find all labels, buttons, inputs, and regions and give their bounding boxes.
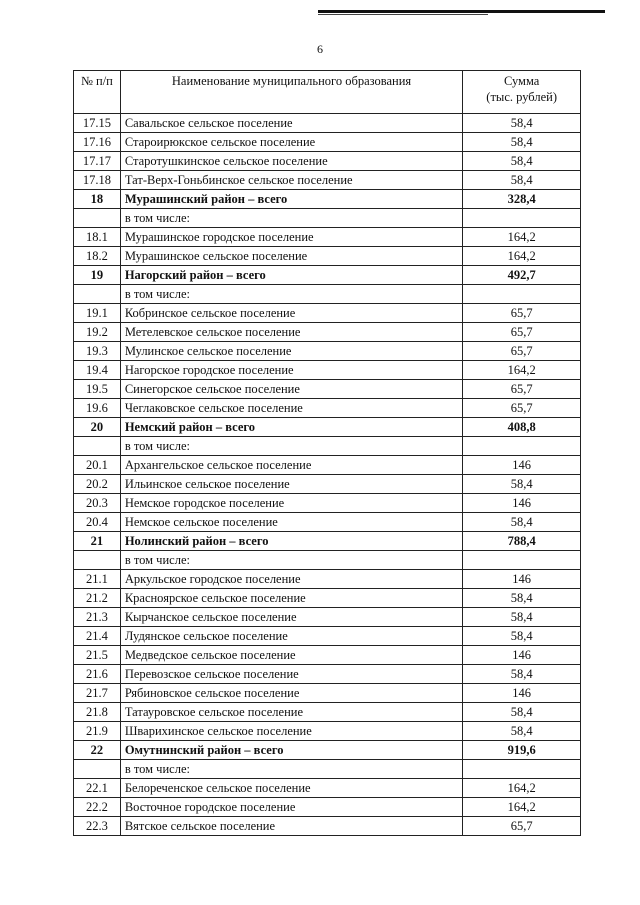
table-row [74, 133, 581, 152]
page-number: 6 [317, 42, 323, 56]
table-row [74, 494, 581, 513]
cell-num: 19.1 [74, 304, 121, 323]
cell-name: Мурашинское сельское поселение [120, 247, 462, 266]
cell-name: в том числе: [120, 551, 462, 570]
cell-sum: 58,4 [463, 627, 581, 646]
cell-num [74, 285, 121, 304]
cell-sum: 58,4 [463, 589, 581, 608]
cell-name: в том числе: [120, 209, 462, 228]
cell-name: Белореченское сельское поселение [120, 779, 462, 798]
cell-num: 21.9 [74, 722, 121, 741]
cell-num: 21.7 [74, 684, 121, 703]
cell-num: 20 [74, 418, 121, 437]
table-header-row [74, 71, 581, 114]
budget-table [73, 70, 581, 836]
table-row [74, 703, 581, 722]
table-row [74, 323, 581, 342]
cell-name: в том числе: [120, 285, 462, 304]
cell-sum: 919,6 [463, 741, 581, 760]
cell-name: Архангельское сельское поселение [120, 456, 462, 475]
cell-name: Восточное городское поселение [120, 798, 462, 817]
cell-sum [463, 437, 581, 456]
cell-num: 21.6 [74, 665, 121, 684]
cell-sum: 58,4 [463, 114, 581, 133]
cell-num [74, 209, 121, 228]
cell-name: Вятское сельское поселение [120, 817, 462, 836]
cell-num: 19.5 [74, 380, 121, 399]
table-row [74, 304, 581, 323]
cell-sum: 492,7 [463, 266, 581, 285]
cell-num: 20.1 [74, 456, 121, 475]
cell-name: Нагорское городское поселение [120, 361, 462, 380]
cell-name: Чеглаковское сельское поселение [120, 399, 462, 418]
table-row [74, 589, 581, 608]
cell-num: 22.3 [74, 817, 121, 836]
cell-name: Медведское сельское поселение [120, 646, 462, 665]
table-row [74, 266, 581, 285]
cell-sum: 65,7 [463, 817, 581, 836]
cell-sum: 164,2 [463, 361, 581, 380]
cell-sum: 65,7 [463, 380, 581, 399]
cell-sum: 58,4 [463, 475, 581, 494]
cell-sum: 164,2 [463, 228, 581, 247]
cell-name: Метелевское сельское поселение [120, 323, 462, 342]
cell-name: Красноярское сельское поселение [120, 589, 462, 608]
table-row [74, 209, 581, 228]
table-row [74, 171, 581, 190]
table-row [74, 228, 581, 247]
header-sum-line1: Сумма [503, 74, 540, 88]
cell-name: в том числе: [120, 760, 462, 779]
cell-name: Немский район – всего [120, 418, 462, 437]
cell-num: 19 [74, 266, 121, 285]
cell-name: Лудянское сельское поселение [120, 627, 462, 646]
cell-name: Немское сельское поселение [120, 513, 462, 532]
cell-name: Рябиновское сельское поселение [120, 684, 462, 703]
cell-num: 22 [74, 741, 121, 760]
cell-sum: 58,4 [463, 133, 581, 152]
table-row [74, 152, 581, 171]
cell-sum: 58,4 [463, 703, 581, 722]
table-row [74, 247, 581, 266]
cell-num: 21.4 [74, 627, 121, 646]
table-row [74, 722, 581, 741]
cell-num: 19.2 [74, 323, 121, 342]
cell-num: 18 [74, 190, 121, 209]
cell-name: Аркульское городское поселение [120, 570, 462, 589]
cell-sum: 146 [463, 456, 581, 475]
cell-name: Мулинское сельское поселение [120, 342, 462, 361]
cell-sum: 58,4 [463, 608, 581, 627]
table-row [74, 475, 581, 494]
cell-sum [463, 209, 581, 228]
table-body [74, 114, 581, 836]
table-row [74, 684, 581, 703]
table-row [74, 513, 581, 532]
table-row [74, 342, 581, 361]
cell-num [74, 551, 121, 570]
cell-sum [463, 760, 581, 779]
table-row [74, 627, 581, 646]
cell-num [74, 437, 121, 456]
cell-name: Перевозское сельское поселение [120, 665, 462, 684]
cell-name: Омутнинский район – всего [120, 741, 462, 760]
cell-sum: 164,2 [463, 247, 581, 266]
table-row [74, 456, 581, 475]
table-row [74, 608, 581, 627]
cell-num: 20.2 [74, 475, 121, 494]
cell-sum: 146 [463, 646, 581, 665]
cell-num: 17.17 [74, 152, 121, 171]
cell-num: 17.15 [74, 114, 121, 133]
cell-num: 21.3 [74, 608, 121, 627]
cell-name: Синегорское сельское поселение [120, 380, 462, 399]
table-row [74, 285, 581, 304]
table-row [74, 361, 581, 380]
cell-sum: 164,2 [463, 798, 581, 817]
cell-sum: 58,4 [463, 722, 581, 741]
cell-sum: 146 [463, 684, 581, 703]
table-row [74, 817, 581, 836]
cell-num: 19.4 [74, 361, 121, 380]
cell-name: Старотушкинское сельское поселение [120, 152, 462, 171]
table-row [74, 760, 581, 779]
cell-name: в том числе: [120, 437, 462, 456]
table-row [74, 399, 581, 418]
cell-num: 18.2 [74, 247, 121, 266]
table-row [74, 190, 581, 209]
table-row [74, 418, 581, 437]
header-sum [463, 71, 581, 114]
cell-num: 22.1 [74, 779, 121, 798]
cell-name: Шварихинское сельское поселение [120, 722, 462, 741]
cell-sum [463, 285, 581, 304]
table-row [74, 437, 581, 456]
table-row [74, 798, 581, 817]
cell-sum: 65,7 [463, 399, 581, 418]
header-sum-line2: (тыс. рублей) [486, 90, 557, 104]
cell-sum: 65,7 [463, 304, 581, 323]
cell-num: 21.1 [74, 570, 121, 589]
table-row [74, 779, 581, 798]
cell-num: 18.1 [74, 228, 121, 247]
table-row [74, 665, 581, 684]
table-row [74, 570, 581, 589]
table-row [74, 114, 581, 133]
cell-name: Староирюкское сельское поселение [120, 133, 462, 152]
cell-name: Нагорский район – всего [120, 266, 462, 285]
cell-name: Татауровское сельское поселение [120, 703, 462, 722]
cell-num: 17.18 [74, 171, 121, 190]
cell-num [74, 760, 121, 779]
cell-sum: 164,2 [463, 779, 581, 798]
cell-name: Тат-Верх-Гоньбинское сельское поселение [120, 171, 462, 190]
cell-num: 20.4 [74, 513, 121, 532]
cell-sum: 58,4 [463, 665, 581, 684]
cell-num: 19.6 [74, 399, 121, 418]
cell-sum: 328,4 [463, 190, 581, 209]
cell-name: Мурашинское городское поселение [120, 228, 462, 247]
cell-num: 17.16 [74, 133, 121, 152]
cell-num: 21.8 [74, 703, 121, 722]
cell-sum: 65,7 [463, 323, 581, 342]
cell-name: Кырчанское сельское поселение [120, 608, 462, 627]
cell-sum [463, 551, 581, 570]
cell-num: 21.5 [74, 646, 121, 665]
cell-sum: 408,8 [463, 418, 581, 437]
cell-num: 21.2 [74, 589, 121, 608]
table-row [74, 741, 581, 760]
cell-sum: 65,7 [463, 342, 581, 361]
cell-name: Мурашинский район – всего [120, 190, 462, 209]
cell-name: Кобринское сельское поселение [120, 304, 462, 323]
cell-name: Савальское сельское поселение [120, 114, 462, 133]
header-num: № п/п [74, 71, 121, 114]
header-rule-thin [318, 14, 488, 15]
cell-num: 20.3 [74, 494, 121, 513]
cell-sum: 146 [463, 494, 581, 513]
cell-sum: 58,4 [463, 171, 581, 190]
table-row [74, 532, 581, 551]
table-row [74, 551, 581, 570]
table-row [74, 380, 581, 399]
cell-num: 19.3 [74, 342, 121, 361]
cell-num: 22.2 [74, 798, 121, 817]
cell-num: 21 [74, 532, 121, 551]
cell-sum: 58,4 [463, 513, 581, 532]
cell-name: Ильинское сельское поселение [120, 475, 462, 494]
header-rule [318, 10, 605, 13]
cell-sum: 58,4 [463, 152, 581, 171]
cell-sum: 146 [463, 570, 581, 589]
header-name: Наименование муниципального образования [120, 71, 462, 114]
cell-sum: 788,4 [463, 532, 581, 551]
cell-name: Нолинский район – всего [120, 532, 462, 551]
cell-name: Немское городское поселение [120, 494, 462, 513]
table-row [74, 646, 581, 665]
